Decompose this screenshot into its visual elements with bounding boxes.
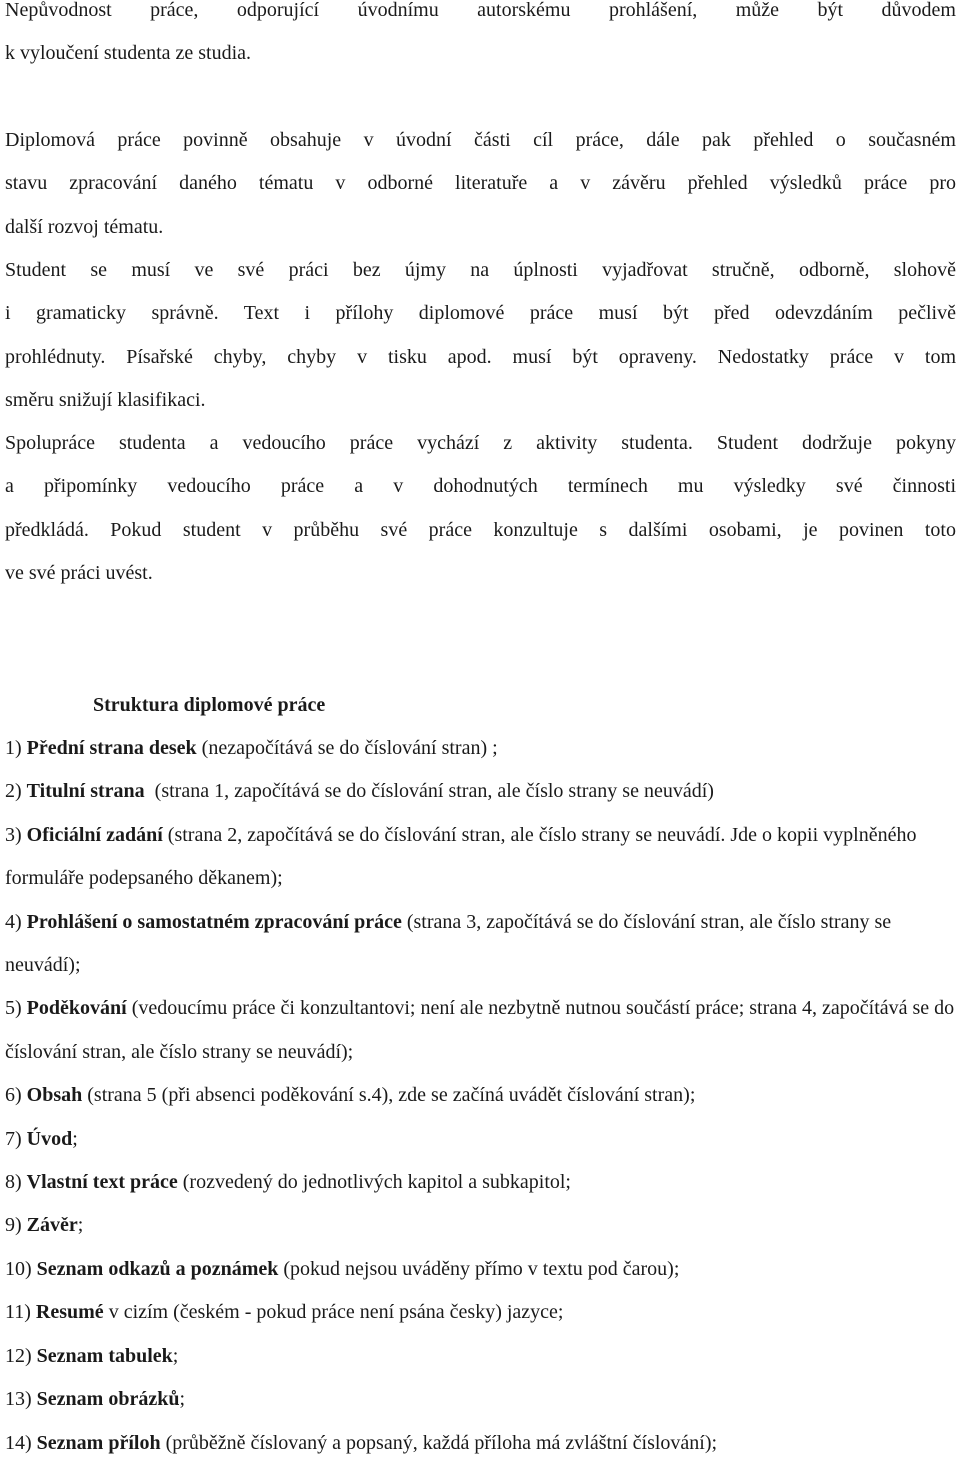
paragraph-spoluprace [5,422,956,596]
item-number: 12) [5,1344,32,1367]
item-number: 5) [5,997,22,1020]
item-number: 14) [5,1431,32,1454]
text-line: předkládá. Pokud student v průběhu své práce konzultuje s dalšími osobami, je povinen toto [5,518,956,541]
item-number: 11) [5,1301,31,1324]
structure-item [5,1422,956,1465]
item-number: 7) [5,1127,22,1150]
text-line: Diplomová práce povinně obsahuje v úvodní části cíl práce, dále pak přehled o současném [5,129,956,151]
item-title: Vlastní text práce [26,1171,178,1194]
structure-item [5,1161,956,1204]
structure-item [5,1118,956,1161]
text-line: ve své práci uvést. [5,562,153,585]
paragraph-diplomova-prace [5,119,956,249]
structure-heading: Struktura diplomové práce [93,694,326,716]
item-title: Seznam obrázků [36,1388,180,1411]
item-description: ; [179,1388,186,1411]
item-description: (nezapočítává se do číslování stran) ; [196,737,498,759]
item-number: 3) [5,823,22,846]
structure-item [5,1378,956,1421]
structure-item [5,987,956,1074]
item-description: ; [172,1344,179,1367]
item-number: 13) [5,1388,32,1411]
structure-item [5,770,956,813]
item-title: Přední strana desek [26,737,197,759]
item-title: Poděkování [26,997,127,1020]
text-line: Student se musí ve své práci bez újmy na úplnosti vyjadřovat stručně, odborně, slohově [5,259,956,281]
item-number: 4) [5,910,22,933]
item-number: 2) [5,780,22,803]
item-number: 1) [5,737,22,759]
text-line: stavu zpracování daného tématu v odborné literatuře a v závěru přehled výsledků práce pro [5,172,956,195]
item-description: v cizím (českém - pokud práce není psána česky) jazyce; [103,1301,564,1324]
text-line: další rozvoj tématu. [5,215,164,238]
item-number: 10) [5,1257,32,1280]
paragraph-student [5,249,956,423]
item-number: 6) [5,1084,22,1107]
item-title: Oficiální zadání [26,823,163,846]
item-description: (strana 5 (při absenci poděkování s.4), zde se začíná uvádět číslování stran); [82,1084,696,1107]
item-description: (vedoucímu práce či konzultantovi; není ale nezbytně nutnou součástí práce; strana 4, započítává se do číslování stran, ale číslo strany se neuvádí); [5,997,955,1063]
item-description: ; [72,1127,78,1150]
text-line: prohlédnuty. Písařské chyby, chyby v tisku apod. musí být opraveny. Nedostatky práce v tom [5,345,956,368]
item-title: Seznam tabulek [36,1344,173,1367]
item-description: (rozvedený do jednotlivých kapitol a subkapitol; [177,1171,571,1194]
structure-item [5,1074,956,1117]
item-title: Prohlášení o samostatném zpracování práce [26,910,402,933]
item-description: (strana 1, započítává se do číslování stran, ale číslo strany se neuvádí) [144,780,714,803]
item-title: Resumé [35,1301,104,1324]
item-description: (strana 2, započítává se do číslování stran, ale číslo strany se neuvádí. Jde o kopii vyplněného formuláře podepsaného děkanem); [5,823,917,890]
item-title: Titulní strana [26,780,145,803]
text-line: k vyloučení studenta ze studia. [5,42,252,65]
text-line: i gramaticky správně. Text i přílohy diplomové práce musí být před odevzdáním pečlivě [5,302,956,325]
structure-item [5,1335,956,1378]
structure-item [5,814,956,901]
text-line: a připomínky vedoucího práce a v dohodnutých termínech mu výsledky své činnosti [5,475,956,498]
item-description: ; [77,1214,84,1237]
structure-item [5,1291,956,1334]
item-description: (strana 3, započítává se do číslování stran, ale číslo strany se neuvádí); [5,910,892,977]
item-title: Úvod [26,1127,73,1150]
item-description: (průběžně číslovaný a popsaný, každá příloha má zvláštní číslování); [160,1431,718,1454]
item-title: Seznam odkazů a poznámek [36,1257,279,1280]
structure-item [5,901,956,988]
structure-item [5,1248,956,1291]
item-description: (pokud nejsou uváděny přímo v textu pod čarou); [278,1257,680,1280]
item-number: 8) [5,1171,22,1194]
item-title: Seznam příloh [36,1431,161,1454]
structure-item [5,727,956,770]
item-number: 9) [5,1214,22,1237]
text-line: Spolupráce studenta a vedoucího práce vychází z aktivity studenta. Student dodržuje pokyny [5,432,956,454]
text-line: Nepůvodnost práce, odporující úvodnímu autorskému prohlášení, může být důvodem [5,0,956,21]
item-title: Závěr [26,1214,78,1237]
text-line: směru snižují klasifikaci. [5,389,206,412]
structure-list [5,727,956,1465]
item-title: Obsah [26,1084,83,1107]
paragraph-intro [5,0,956,76]
structure-item [5,1204,956,1247]
